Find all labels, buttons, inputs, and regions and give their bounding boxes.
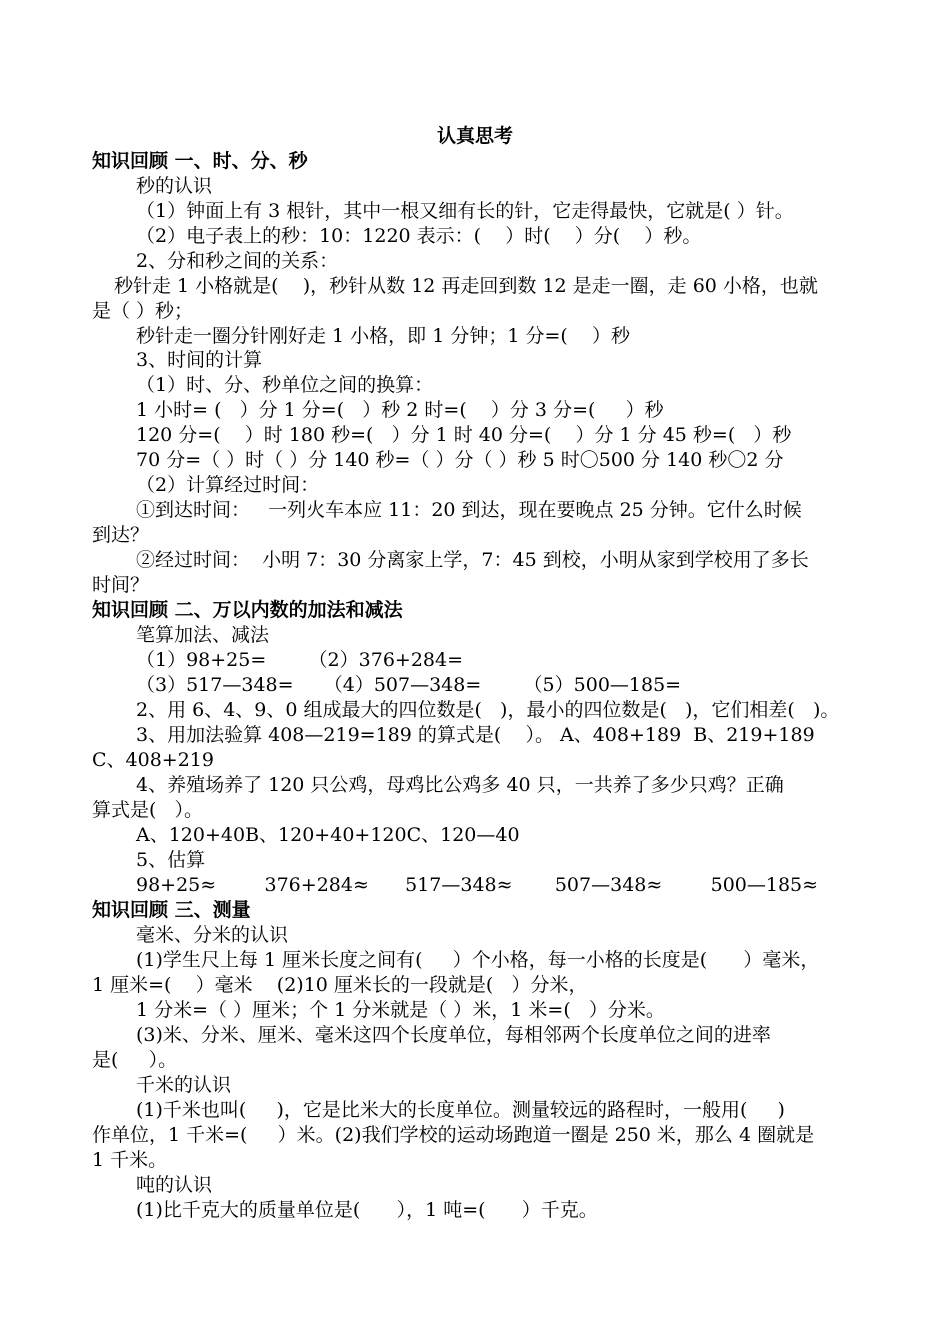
text-line: 时间？ [92,574,150,596]
text-line: （2）计算经过时间： [136,474,320,496]
text-line: 2、分和秒之间的关系： [136,250,339,272]
text-line: 秒的认识 [136,175,213,197]
text-line: 吨的认识 [136,1174,213,1196]
text-line: ②经过时间： 小明 7：30 分离家上学，7：45 到校，小明从家到学校用了多长 [136,549,809,571]
text-line: （1）钟面上有 3 根针，其中一根又细有长的针，它走得最快，它就是( ）针。 [136,200,794,222]
text-line: 1 分米=（ ）厘米；个 1 分米就是（ ）米，1 米=( ）分米。 [136,999,665,1021]
text-line: 98+25≈ 376+284≈ 517—348≈ 507—348≈ 500—185≈ [136,874,819,896]
text-line: 是（ ）秒； [92,300,194,322]
text-line: 算式是( ）。 [92,799,204,821]
section-heading: 知识回顾 一、时、分、秒 [92,150,308,172]
section-heading: 知识回顾 二、万以内数的加法和减法 [92,599,403,621]
section-heading: 知识回顾 三、测量 [92,899,251,921]
text-line: （1）98+25= （2）376+284= [136,649,464,671]
text-line: （3）517—348= （4）507—348= （5）500—185= [136,674,682,696]
text-line: 3、时间的计算 [136,349,263,371]
text-line: C、408+219 [92,749,214,771]
text-line: ①到达时间： 一列火车本应 11：20 到达，现在要晚点 25 分钟。它什么时候 [136,499,802,521]
text-line: A、120+40B、120+40+120C、120—40 [136,824,520,846]
text-line: 5、估算 [136,849,206,871]
text-line: 4、养殖场养了 120 只公鸡，母鸡比公鸡多 40 只，一共养了多少只鸡？正确 [136,774,784,796]
text-line: (1)千米也叫( )，它是比米大的长度单位。测量较远的路程时，一般用( ) [136,1099,785,1121]
text-line: 秒针走一圈分针刚好走 1 小格，即 1 分钟；1 分=( ）秒 [136,325,630,347]
text-line: 120 分=( ）时 180 秒=( ）分 1 时 40 分=( ）分 1 分 45 秒=( ）秒 [136,424,792,446]
text-line: 1 厘米=( ）毫米 (2)10 厘米长的一段就是( ）分米， [92,974,588,996]
text-line: 作单位，1 千米=( ）米。(2)我们学校的运动场跑道一圈是 250 米，那么 4 圈就是 [92,1124,815,1146]
text-line: 2、用 6、4、9、0 组成最大的四位数是( )，最小的四位数是( )，它们相差( )。 [136,699,840,721]
text-line: (1)学生尺上每 1 厘米长度之间有( ）个小格，每一小格的长度是( ）毫米， [136,949,820,971]
text-line: 毫米、分米的认识 [136,924,289,946]
text-line: 到达？ [92,524,150,546]
page-title: 认真思考 [436,125,513,147]
text-line: 3、用加法验算 408—219=189 的算式是( ）。 A、408+189 B、219+189 [136,724,815,746]
text-line: 笔算加法、减法 [136,624,270,646]
text-line: （1）时、分、秒单位之间的换算： [136,374,434,396]
text-line: 千米的认识 [136,1074,232,1096]
text-line: （2）电子表上的秒：10：1220 表示：( ）时( ）分( ）秒。 [136,225,702,247]
text-line: 1 千米。 [92,1149,168,1171]
text-line: 70 分=（ ）时（ ）分 140 秒=（ ）分（ ）秒 5 时〇500 分 140 秒〇2 分 [136,449,784,471]
text-line: 是( ）。 [92,1049,178,1071]
text-line: 秒针走 1 小格就是( )，秒针从数 12 再走回到数 12 是走一圈，走 60 小格，也就 [114,275,818,297]
text-line: (1)比千克大的质量单位是( ），1 吨=( ）千克。 [136,1199,598,1221]
text-line: (3)米、分米、厘米、毫米这四个长度单位，每相邻两个长度单位之间的进率 [136,1024,771,1046]
text-line: 1 小时= ( ）分 1 分=( ）秒 2 时=( ）分 3 分=( ）秒 [136,399,664,421]
